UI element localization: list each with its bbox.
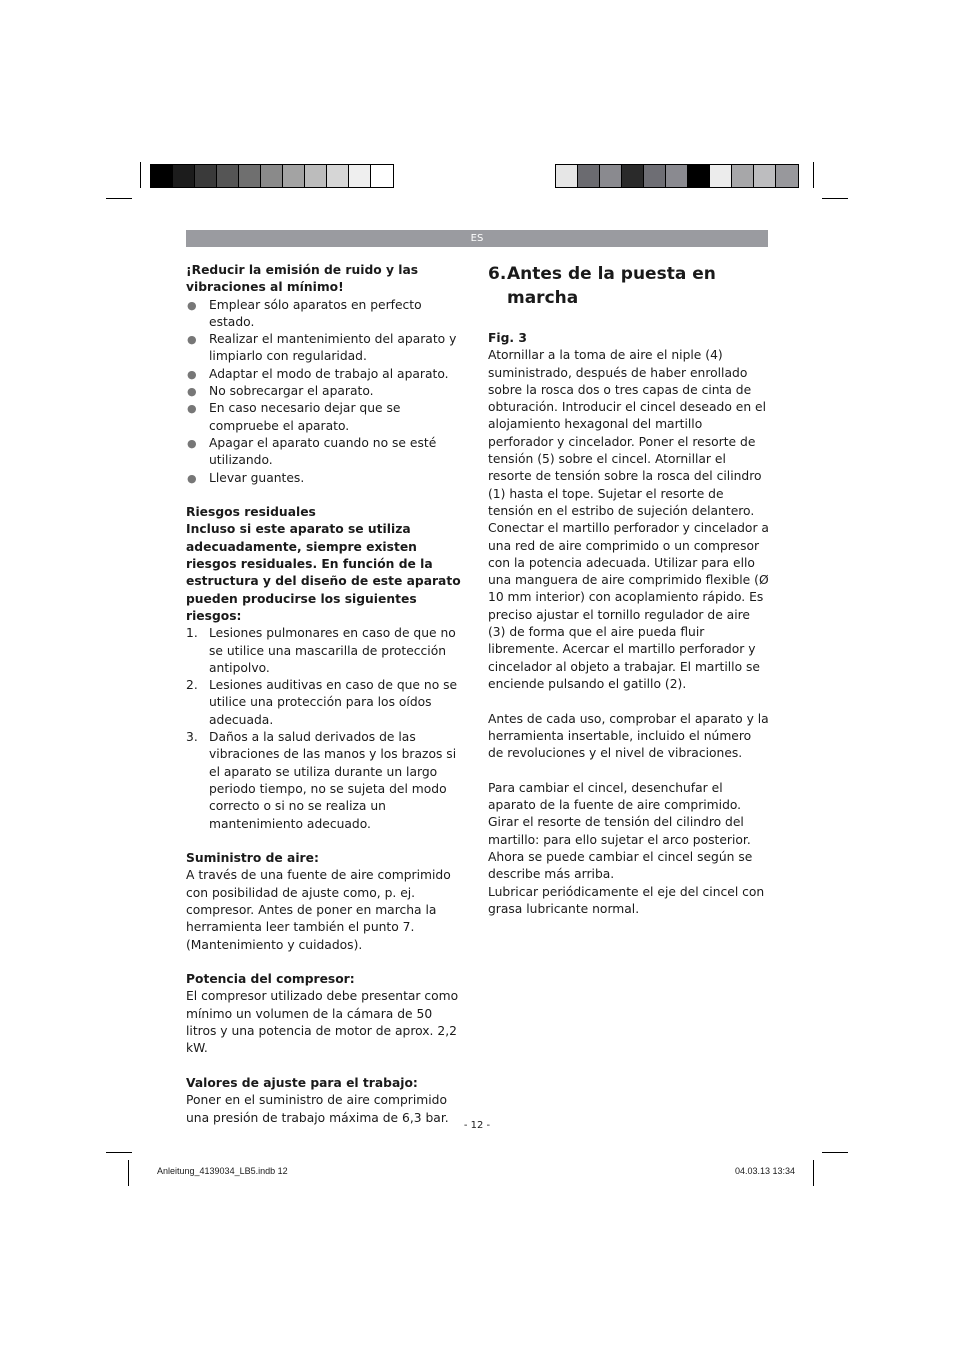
- check-paragraph: Antes de cada uso, comprobar el aparato y la herramienta insertable, incluido el número de revoluciones y el nivel de vibraciones.: [488, 711, 769, 761]
- lubrication-paragraph: Lubricar periódicamente el eje del cincel con grasa lubricante normal.: [488, 884, 765, 916]
- bullet-icon: ●: [187, 367, 197, 381]
- footer-filename: Anleitung_4139034_LB5.indb 12: [157, 1166, 288, 1176]
- list-item: ● En caso necesario dejar que se compruebe el aparato.: [187, 401, 401, 433]
- crop-mark: [822, 1152, 848, 1153]
- left-column: [186, 262, 466, 1127]
- language-code: ES: [470, 233, 484, 244]
- color-swatch: [283, 165, 305, 187]
- bullet-icon: ●: [187, 471, 197, 485]
- color-swatch: [305, 165, 327, 187]
- chisel-change-paragraph: Para cambiar el cincel, desenchufar el aparato de la fuente de aire comprimido. Girar el resorte de tensión del cilindro del martillo: para ello sujetar el arco posterior. Ahora se puede cambiar el cincel según se describe más arriba.: [488, 780, 753, 882]
- air-supply-title: Suministro de aire:: [186, 851, 319, 866]
- color-swatch: [556, 165, 578, 187]
- color-bar-right: [555, 164, 799, 188]
- bullet-icon: ●: [187, 298, 197, 312]
- bullet-icon: ●: [187, 333, 197, 347]
- crop-mark: [106, 1152, 132, 1153]
- list-item: 1. Lesiones pulmonares en caso de que no se utilice una mascarilla de protección antipolvo.: [186, 626, 456, 675]
- color-bar-left: [150, 164, 394, 188]
- compressor-text: El compresor utilizado debe presentar como mínimo un volumen de la cámara de 50 litros y una potencia de motor de aprox. 2,2 kW.: [186, 989, 459, 1056]
- bullet-icon: ●: [187, 385, 197, 399]
- crop-mark: [822, 198, 848, 199]
- residual-risks-title: Riesgos residuales: [186, 505, 316, 520]
- air-supply-text: A través de una fuente de aire comprimido con posibilidad de ajuste como, p. ej. compresor. Antes de poner en marcha la herramienta leer también el punto 7. (Mantenimiento y cuidados).: [186, 868, 451, 952]
- noise-bullet-list: [186, 297, 466, 487]
- color-swatch: [217, 165, 239, 187]
- color-swatch: [261, 165, 283, 187]
- list-item: 2. Lesiones auditivas en caso de que no se utilice una protección para los oídos adecuada.: [186, 678, 458, 727]
- page-number: - 12 -: [463, 1120, 491, 1131]
- crop-mark: [106, 198, 132, 199]
- crop-mark: [813, 162, 814, 188]
- settings-title: Valores de ajuste para el trabajo:: [186, 1075, 418, 1090]
- list-item: 3. Daños a la salud derivados de las vibraciones de las manos y los brazos si el aparato se utiliza durante un largo periodo tiempo, no se sujeta del modo correcto o si no se realiza un mantenimiento adecuado.: [186, 730, 457, 831]
- color-swatch: [644, 165, 666, 187]
- color-swatch: [754, 165, 776, 187]
- residual-risks-intro: Incluso si este aparato se utiliza adecuadamente, siempre existen riesgos residuales. En función de la estructura y del diseño de este aparato pueden producirse los siguientes riesgos:: [186, 522, 461, 623]
- color-swatch: [688, 165, 710, 187]
- list-item: ● Adaptar el modo de trabajo al aparato.: [186, 366, 466, 383]
- instructions-paragraph: Atornillar a la toma de aire el niple (4) suministrado, después de haber enrollado sobre la rosca dos o tres capas de cinta de obturación. Introducir el cincel deseado en el alojamiento hexagonal del martillo perforador y cincelador. Poner el resorte de tensión (5) sobre el cincel. Atornillar el resorte de tensión sobre la rosca del cilindro (1) hasta el tope. Sujetar el resorte de tensión en el estribo de sujeción delantero. Conectar el martillo perforador y cincelador a una red de aire comprimido o un compresor con la potencia adecuada. Utilizar para ello una manguera de aire comprimido flexible (Ø 10 mm interior) con acoplamiento rápido. Es preciso ajustar el tornillo regulador de aire (3) de forma que el aire pueda fluir libremente. Acercar el martillo perforador y cincelador al objeto a trabajar. El martillo se enciende pulsando el gatillo (2).: [488, 348, 769, 691]
- color-swatch: [732, 165, 754, 187]
- crop-mark: [128, 1160, 129, 1186]
- section-number: 6.: [488, 264, 507, 284]
- bullet-icon: ●: [187, 402, 197, 416]
- color-swatch: [710, 165, 732, 187]
- right-column: [488, 262, 770, 918]
- noise-heading: ¡Reducir la emisión de ruido y las vibraciones al mínimo!: [186, 263, 419, 295]
- color-swatch: [239, 165, 261, 187]
- list-item: ● Apagar el aparato cuando no se esté utilizando.: [187, 435, 437, 468]
- section-heading: [488, 262, 770, 310]
- figure-label: Fig. 3: [488, 331, 527, 345]
- color-swatch: [151, 165, 173, 187]
- section-title: Antes de la puesta en marcha: [507, 264, 716, 308]
- color-swatch: [578, 165, 600, 187]
- crop-mark: [813, 1160, 814, 1186]
- color-swatch: [776, 165, 798, 187]
- list-item: ● No sobrecargar el aparato.: [186, 383, 466, 400]
- color-swatch: [195, 165, 217, 187]
- language-bar: [186, 230, 768, 247]
- color-swatch: [173, 165, 195, 187]
- bullet-icon: ●: [187, 436, 197, 450]
- footer-date: 04.03.13 13:34: [735, 1166, 796, 1176]
- color-swatch: [349, 165, 371, 187]
- color-swatch: [666, 165, 688, 187]
- list-item: ● Llevar guantes.: [186, 470, 466, 487]
- crop-mark: [140, 162, 141, 188]
- risks-list: [186, 625, 466, 833]
- color-swatch: [327, 165, 349, 187]
- list-item: ● Emplear sólo aparatos en perfecto estado.: [187, 297, 422, 329]
- color-swatch: [371, 165, 393, 187]
- compressor-title: Potencia del compresor:: [186, 972, 355, 987]
- color-swatch: [622, 165, 644, 187]
- settings-text: Poner en el suministro de aire comprimido una presión de trabajo máxima de 6,3 bar.: [186, 1093, 449, 1125]
- list-item: ● Realizar el mantenimiento del aparato y limpiarlo con regularidad.: [187, 332, 457, 364]
- color-swatch: [600, 165, 622, 187]
